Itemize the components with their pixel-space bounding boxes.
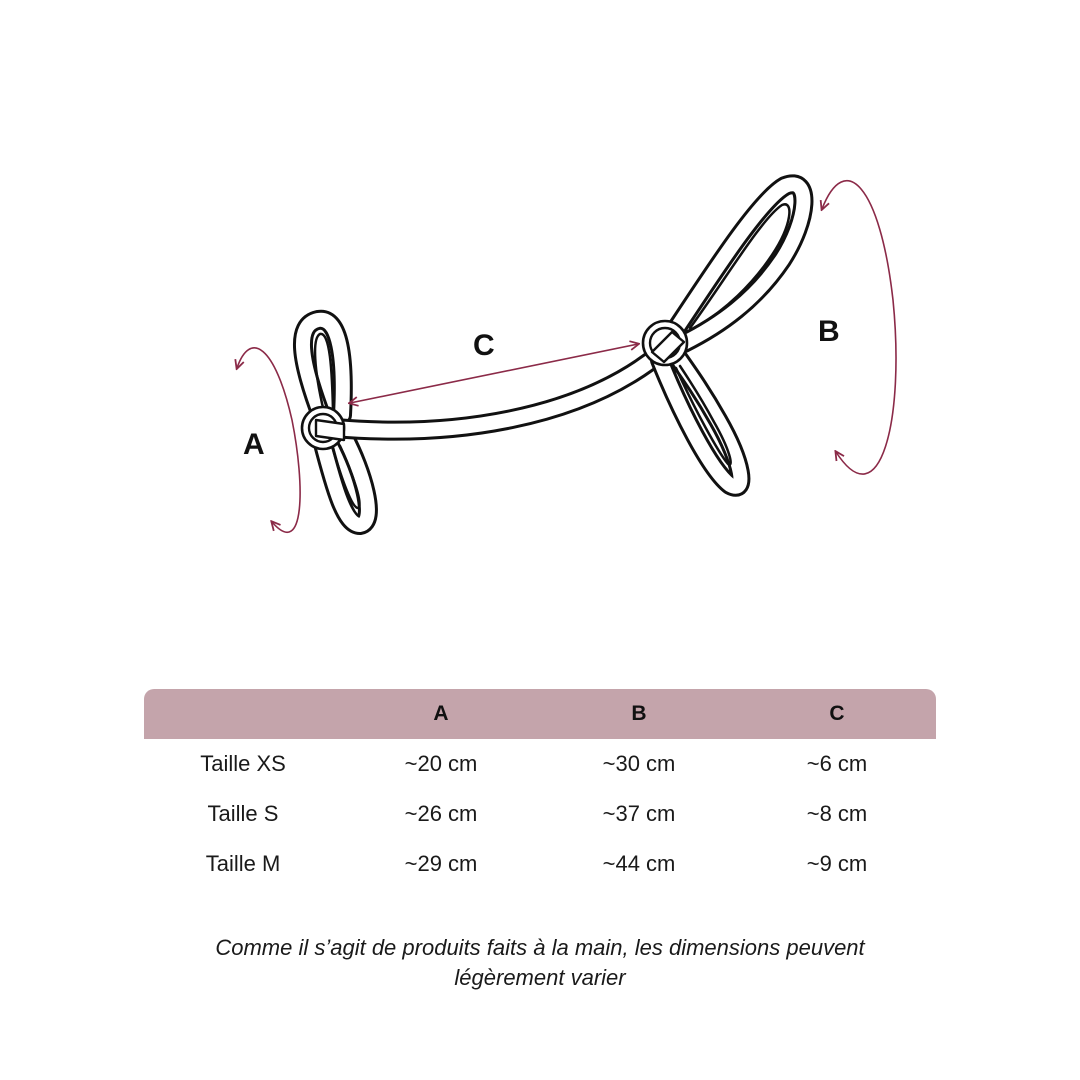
value-a: ~29 cm (404, 851, 478, 876)
header-b: B (540, 689, 738, 739)
value-c: ~8 cm (806, 801, 868, 826)
note-line-1: Comme il s’agit de produits faits à la main, les dimensions peuvent (215, 935, 865, 960)
strap-c (335, 352, 662, 431)
ring-left (302, 407, 344, 449)
harness-illustration (302, 184, 803, 525)
table-row (144, 739, 936, 789)
value-c: ~6 cm (806, 751, 868, 776)
dimension-label-a: A (243, 428, 265, 461)
loop-a-upper (303, 320, 343, 418)
header-c: C (738, 689, 936, 739)
note-line-2: légèrement varier (454, 965, 626, 990)
value-c: ~9 cm (806, 851, 868, 876)
loop-b-upper (672, 184, 803, 343)
handmade-note (120, 933, 960, 993)
header-size (144, 689, 342, 739)
table-header-row (144, 689, 936, 739)
value-a: ~20 cm (404, 751, 478, 776)
loop-a-lower (322, 438, 368, 525)
size-name: Taille XS (200, 751, 286, 776)
value-b: ~44 cm (602, 851, 676, 876)
value-b: ~37 cm (602, 801, 676, 826)
value-a: ~26 cm (404, 801, 478, 826)
table-row (144, 789, 936, 839)
table-row (144, 839, 936, 889)
value-b: ~30 cm (602, 751, 676, 776)
size-name: Taille S (207, 801, 279, 826)
ring-right (643, 321, 687, 365)
loop-b-lower (660, 352, 740, 487)
dimension-label-c: C (473, 329, 495, 362)
dimension-label-b: B (818, 315, 840, 348)
header-a: A (342, 689, 540, 739)
size-table (144, 689, 936, 889)
size-name: Taille M (205, 851, 281, 876)
